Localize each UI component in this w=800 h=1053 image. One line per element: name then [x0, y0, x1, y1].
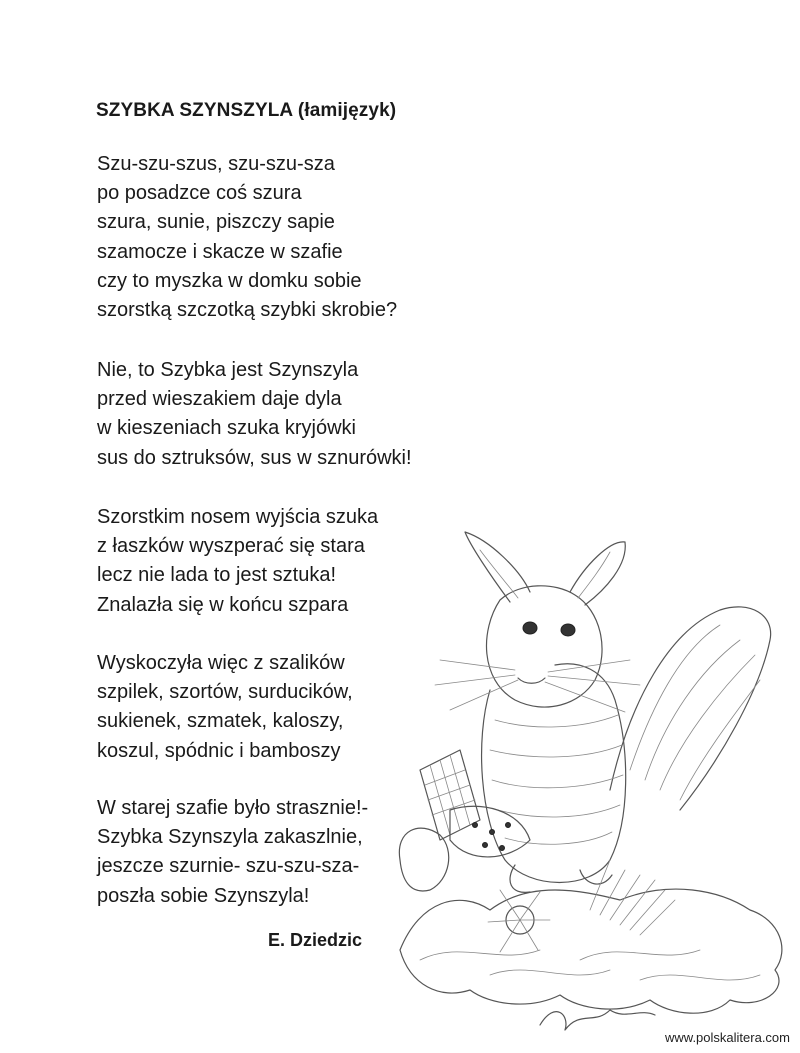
poem-line: poszła sobie Szynszyla! — [97, 884, 310, 907]
stanza-2 — [97, 356, 412, 473]
poem-line: szura, sunie, piszczy sapie — [97, 211, 335, 234]
stanza-1 — [97, 150, 397, 325]
poem-author: E. Dziedzic — [268, 930, 363, 950]
poem-line: Szorstkim nosem wyjścia szuka — [97, 506, 379, 528]
poem-line: szpilek, szortów, surducików, — [97, 681, 353, 704]
poem-line: szamocze i skacze w szafie — [97, 240, 343, 263]
stanza-4 — [97, 649, 353, 766]
poem-line: sus do sztruksów, sus w sznurówki! — [97, 446, 412, 469]
website-link[interactable]: www.polskalitera.com — [665, 1030, 790, 1045]
poem-line: przed wieszakiem daje dyla — [97, 388, 342, 411]
chinchilla-illustration — [380, 520, 800, 1040]
poem-line: w kieszeniach szuka kryjówki — [97, 417, 356, 440]
poem-line: z łaszków wyszperać się stara — [97, 535, 365, 558]
poem-line: jeszcze szurnie- szu-szu-sza- — [97, 855, 360, 878]
stanza-5 — [97, 794, 368, 911]
poem-line: Znalazła się w końcu szpara — [97, 593, 349, 616]
poem-line: Szybka Szynszyla zakaszlnie, — [97, 826, 363, 849]
poem-line: Wyskoczyła więc z szalików — [97, 652, 345, 674]
poem-line: czy to myszka w domku sobie — [97, 269, 362, 292]
poem-line: W starej szafie było strasznie!- — [97, 797, 369, 819]
poem-line: koszul, spódnic i bamboszy — [97, 739, 341, 762]
poem-line: po posadzce coś szura — [97, 182, 302, 205]
poem-title: SZYBKA SZYNSZYLA (łamijęzyk) — [96, 100, 397, 121]
poem-line: Szu-szu-szus, szu-szu-sza — [97, 153, 335, 175]
stanza-3 — [97, 503, 378, 620]
poem-line: sukienek, szmatek, kaloszy, — [97, 710, 344, 733]
chinchilla-sketch-icon — [380, 520, 800, 1040]
poem-line: lecz nie lada to jest sztuka! — [97, 564, 337, 587]
poem-line: szorstką szczotką szybki skrobie? — [97, 299, 398, 322]
poem-line: Nie, to Szybka jest Szynszyla — [97, 359, 359, 381]
